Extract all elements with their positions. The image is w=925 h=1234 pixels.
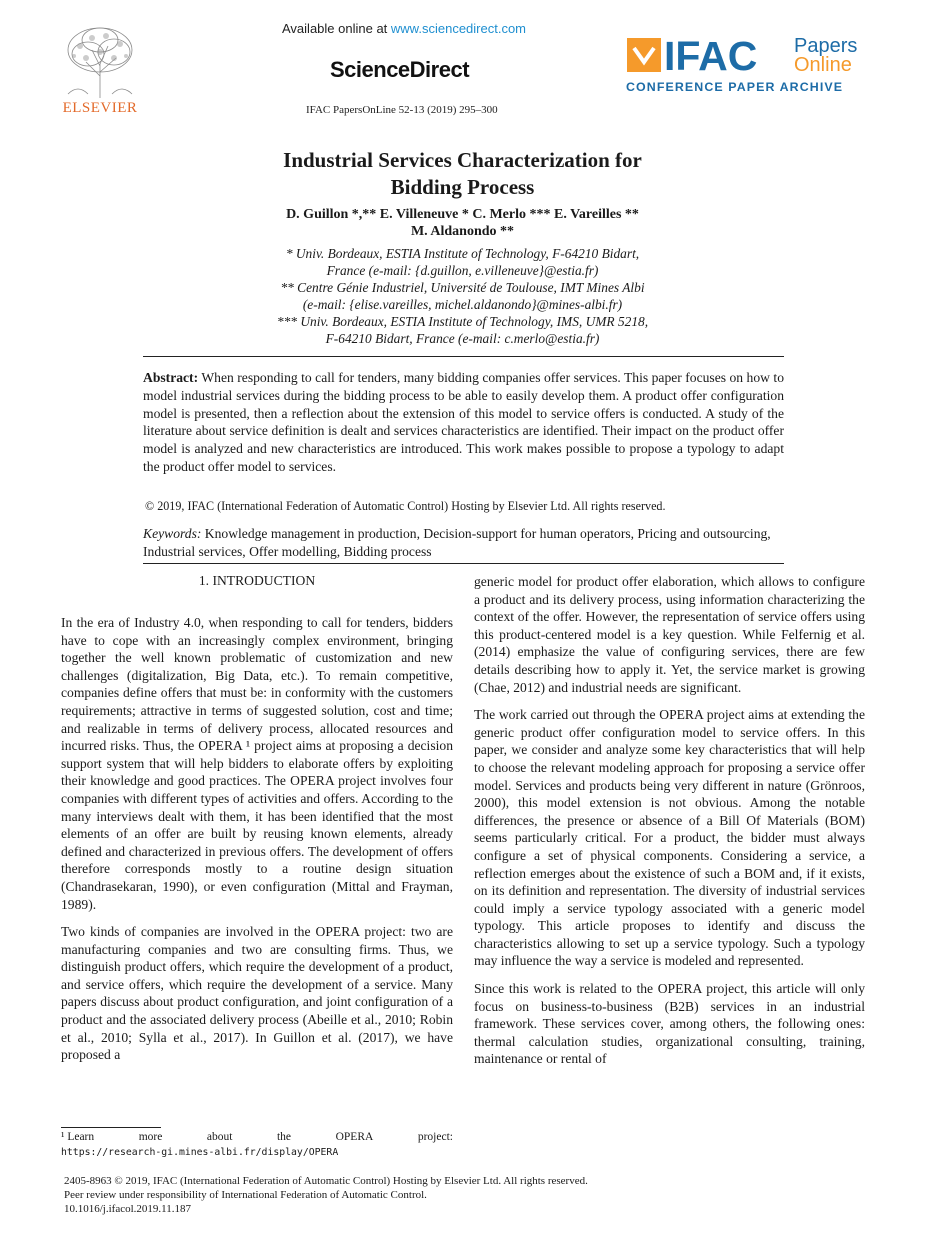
left-column xyxy=(61,614,453,1074)
affiliation-line: ** Centre Génie Industriel, Université de Toulouse, IMT Mines Albi xyxy=(280,280,645,295)
sciencedirect-logo: ScienceDirect xyxy=(330,57,470,82)
sciencedirect-link[interactable]: www.sciencedirect.com xyxy=(390,21,527,36)
paragraph: generic model for product offer elaboration, which allows to configure a product and its delivery process, using information characterizing the context of the offer. However, the representation of service offers using this product-centered model is a key question. While Felfernig et al. (2014) emphasize the value of configuring services, there are few details describing how to apply it. Yet, the service market is growing (Chae, 2012) and industrial needs are significant. xyxy=(474,574,865,695)
ifac-papers-text: Papers xyxy=(794,35,858,57)
bottom-notice xyxy=(64,1174,588,1216)
divider-rule xyxy=(143,356,784,357)
elsevier-wordmark: ELSEVIER xyxy=(62,100,138,116)
peer-review-line: Peer review under responsibility of International Federation of Automatic Control. xyxy=(64,1189,427,1201)
footnote-word: OPERA xyxy=(335,1131,374,1143)
issn-line: 2405-8963 © 2019, IFAC (International Federation of Automatic Control) Hosting by Elsevier Ltd. All rights reserved. xyxy=(64,1175,588,1187)
abstract xyxy=(143,369,784,476)
affiliation-line: France (e-mail: {d.guillon, e.villeneuve}@estia.fr) xyxy=(326,263,599,278)
footnote-word: the xyxy=(276,1131,292,1143)
footnote-rule xyxy=(61,1127,161,1128)
paper-title-line1: Industrial Services Characterization for xyxy=(283,148,642,172)
paragraph: Since this work is related to the OPERA project, this article will only focus on business-to-business (B2B) services in an industrial framework. These services cover, among others, the following ones: thermal calculation studies, organizational consulting, training, maintenance or rental of xyxy=(474,981,865,1067)
paragraph: In the era of Industry 4.0, when responding to call for tenders, bidders have to cope with an increasingly complex environment, bringing together the well known problematic of customization and new challenges (digitalization, Big Data, etc.). To remain competitive, companies define offers that must be: in conformity with the customers requirements; attractive in terms of suggested solution, cost and time; and realizable in terms of delivery process, allocated resources and incurred risks. Thus, the OPERA ¹ project aims at proposing a decision support system that will help bidders to elaborate offers by exploiting their knowledge and good practices. The OPERA project involves four companies with different types of activities and offers. According to the many interviews dealt with them, it has been identified that the most elements of an offer are built by reusing known elements, already defined and characterized in previous offers. The development of offers therefore corresponds mostly to a routine design situation (Chandrasekaran, 1990), or even configuration (Mittal and Frayman, 1989). xyxy=(61,615,453,912)
section-heading: 1. INTRODUCTION xyxy=(198,573,316,588)
footnote xyxy=(61,1130,453,1160)
ifac-online-text: Online xyxy=(794,54,852,76)
affiliation-line: (e-mail: {elise.vareilles, michel.aldanondo}@mines-albi.fr) xyxy=(302,297,623,312)
footnote-word: project: xyxy=(417,1131,453,1143)
paper-title-line2: Bidding Process xyxy=(390,175,535,199)
authors-line2: M. Aldanondo ** xyxy=(410,224,515,239)
right-column xyxy=(474,573,865,1078)
footnote-word: ¹ Learn xyxy=(61,1131,95,1143)
elsevier-tree-icon xyxy=(58,24,142,100)
paragraph: Two kinds of companies are involved in the OPERA project: two are manufacturing companies and two are consulting firms. Thus, we distinguish product offers, which require the development of a product, and service offers, which require the development of a service. Many papers discuss about product configuration, and joint configuration of a product and the associated delivery process (Abeille et al., 2010; Robin et al., 2010; Sylla et al., 2017). In Guillon et al. (2017), we have proposed a xyxy=(61,924,453,1063)
divider-rule xyxy=(143,563,784,564)
affiliation-line: F-64210 Bidart, France (e-mail: c.merlo@estia.fr) xyxy=(325,331,600,346)
paragraph: The work carried out through the OPERA project aims at extending the generic product offer configuration model to service offers. In this paper, we consider and analyze some key characteristics that will help to choose the relevant modeling approach for proposing a service offer model. Services and products being very different in nature (Grönroos, 2000), this model extension is not obvious. Among the notable differences, the presence or absence of a Bill Of Materials (BOM) seems particularly critical. For a product, the bidder must always configure a set of physical components. Considering a service, a reflection emerges about the existence of such a BOM and, if it exists, on its definition and representation. The diversity of industrial services could imply a service typology associated with a generic model typology. This article proposes to identify and discuss the characteristics allowing to set up a service typology. Such a typology may influence the way a service is modeled and represented. xyxy=(474,707,865,969)
availability-line xyxy=(282,21,526,36)
footnote-word: about xyxy=(206,1131,233,1143)
keywords-text: Knowledge management in production, Decision-support for human operators, Pricing and outsourcing, Industrial services, Offer modelling, Bidding process xyxy=(143,526,771,559)
keywords-label: Keywords: xyxy=(143,526,202,541)
doi-line[interactable]: 10.1016/j.ifacol.2019.11.187 xyxy=(64,1203,191,1215)
keywords xyxy=(143,525,784,561)
authors-line1: D. Guillon *,** E. Villeneuve * C. Merlo *** E. Vareilles ** xyxy=(286,207,639,222)
ifac-text: IFAC xyxy=(664,34,758,79)
affiliation-line: * Univ. Bordeaux, ESTIA Institute of Technology, F-64210 Bidart, xyxy=(285,246,640,261)
journal-reference: IFAC PapersOnLine 52-13 (2019) 295–300 xyxy=(306,104,498,116)
footnote-word: more xyxy=(138,1131,163,1143)
ifac-archive-label: CONFERENCE PAPER ARCHIVE xyxy=(626,80,844,94)
abstract-label: Abstract: xyxy=(143,370,199,385)
copyright-line: © 2019, IFAC (International Federation of Automatic Control) Hosting by Elsevier Ltd. All rights reserved. xyxy=(145,499,666,513)
abstract-text: When responding to call for tenders, many bidding companies offer services. This paper focuses on how to model industrial services during the bidding process to be able to easily develop them. A product offer configuration model is presented, then a reflection about the extension of this model to service offers is conducted. A study of the literature about service definition is dealt and services characteristics are identified. Their impact on the product offer model is analyzed and new characteristics are introduced. This work makes possible to propose a typology to adapt the product offer model to services. xyxy=(143,370,784,474)
availability-prefix: Available online at xyxy=(282,21,391,36)
affiliation-line: *** Univ. Bordeaux, ESTIA Institute of Technology, IMS, UMR 5218, xyxy=(276,314,649,329)
footnote-url[interactable]: https://research-gi.mines-albi.fr/display/OPERA xyxy=(61,1147,339,1158)
